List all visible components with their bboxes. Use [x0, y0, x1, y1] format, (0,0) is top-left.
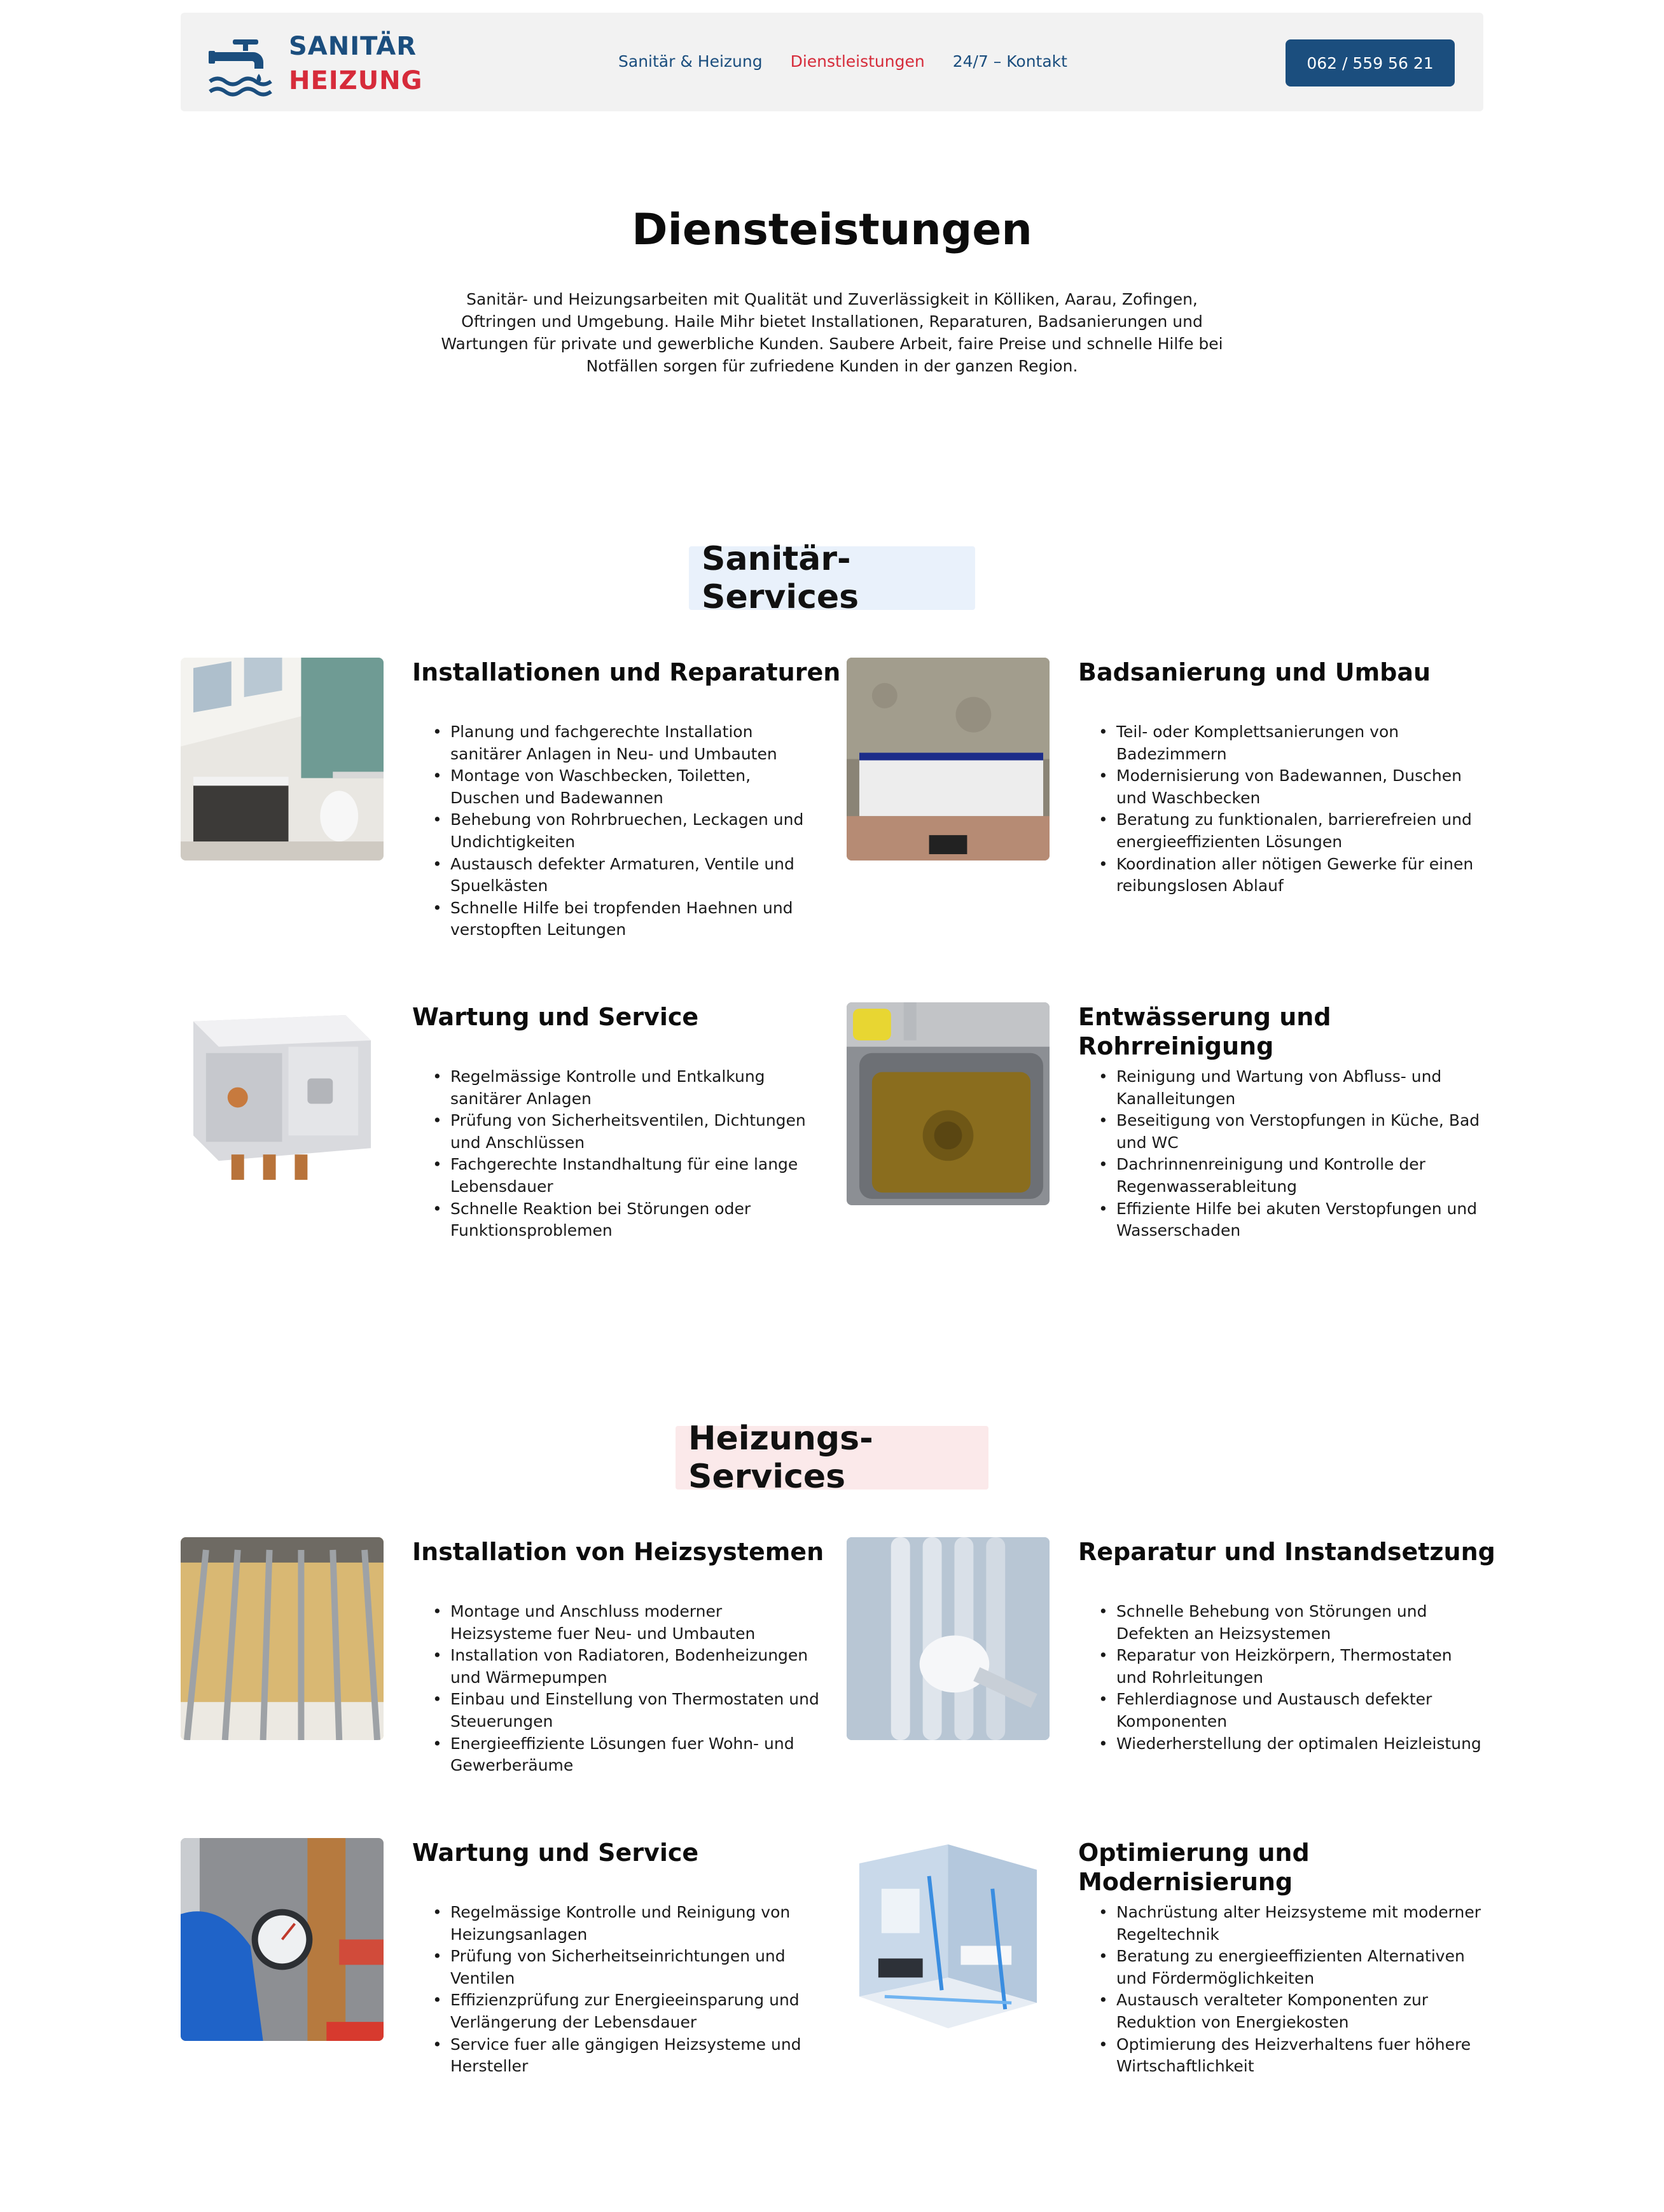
- nav-sanitaer-heizung[interactable]: Sanitär & Heizung: [618, 52, 763, 71]
- service-list: [412, 1066, 819, 1242]
- boiler-unit-photo: [181, 1002, 384, 1205]
- list-item: • Service fuer alle gängigen Heizsysteme und Hersteller: [412, 2034, 819, 2078]
- page-title: Diensteistungen: [632, 205, 1032, 255]
- logo[interactable]: [209, 31, 423, 100]
- list-item: • Reparatur von Heizkörpern, Thermostaten und Rohrleitungen: [1078, 1645, 1485, 1689]
- list-item: • Fehlerdiagnose und Austausch defekter Komponenten: [1078, 1689, 1485, 1732]
- service-title: Installation von Heizsystemen: [412, 1538, 824, 1566]
- list-item: • Fachgerechte Instandhaltung für eine lange Lebensdauer: [412, 1154, 819, 1198]
- list-item: • Austausch veralteter Komponenten zur Reduktion von Energiekosten: [1078, 1989, 1485, 2033]
- list-item: • Nachrüstung alter Heizsysteme mit moderner Regeltechnik: [1078, 1902, 1485, 1946]
- section-title-sanitaer: Sanitär-Services: [689, 546, 975, 610]
- service-title: Installationen und Reparaturen: [412, 658, 841, 686]
- list-item: • Dachrinnenreinigung und Kontrolle der Regenwasserableitung: [1078, 1154, 1485, 1198]
- service-card: [181, 658, 841, 939]
- service-list: [412, 721, 819, 941]
- list-item: • Prüfung von Sicherheitsventilen, Dichtungen und Anschlüssen: [412, 1110, 819, 1154]
- list-item: • Prüfung von Sicherheitseinrichtungen und Ventilen: [412, 1946, 819, 1989]
- service-card: [181, 1002, 829, 1269]
- intro-text: Sanitär- und Heizungsarbeiten mit Qualität und Zuverlässigkeit in Kölliken, Aarau, Zofingen, Oftringen und Umgebung. Haile Mihr bietet Installationen, Reparaturen, Badsanierungen und Wartungen für private und gewerbliche Kunden. Saubere Arbeit, faire Preise und schnelle Hilfe bei Notfällen sorgen für zufriedene Kunden in der ganzen Region.: [441, 290, 1223, 375]
- phone-button[interactable]: 062 / 559 56 21: [1286, 39, 1455, 86]
- list-item: • Schnelle Behebung von Störungen und Defekten an Heizsystemen: [1078, 1601, 1485, 1645]
- service-card: [181, 1537, 829, 1804]
- service-list: [1078, 1902, 1485, 2078]
- list-item: • Beratung zu energieeffizienten Alternativen und Fördermöglichkeiten: [1078, 1946, 1485, 1989]
- pressure-gauge-technician-photo: [181, 1838, 384, 2041]
- list-item: • Austausch defekter Armaturen, Ventile und Spuelkästen: [412, 854, 819, 897]
- list-item: • Installation von Radiatoren, Bodenheizungen und Wärmepumpen: [412, 1645, 819, 1689]
- list-item: • Wiederherstellung der optimalen Heizleistung: [1078, 1733, 1485, 1755]
- list-item: • Regelmässige Kontrolle und Entkalkung sanitärer Anlagen: [412, 1066, 819, 1110]
- list-item: • Energieeffiziente Lösungen fuer Wohn- und Gewerberäume: [412, 1733, 819, 1777]
- list-item: • Effiziente Hilfe bei akuten Verstopfungen und Wasserschaden: [1078, 1198, 1485, 1242]
- radiator-thermostat-photo: [847, 1537, 1050, 1740]
- service-title: Wartung und Service: [412, 1839, 699, 1867]
- service-title: Entwässerung und Rohrreinigung: [1078, 1003, 1331, 1060]
- service-card: [847, 658, 1495, 925]
- list-item: • Modernisierung von Badewannen, Duschen und Waschbecken: [1078, 765, 1485, 809]
- list-item: • Koordination aller nötigen Gewerke für einen reibungslosen Ablauf: [1078, 854, 1485, 897]
- clogged-sink-photo: [847, 1002, 1050, 1205]
- service-title: Optimierung und Modernisierung: [1078, 1839, 1310, 1896]
- list-item: • Schnelle Hilfe bei tropfenden Haehnen und verstopften Leitungen: [412, 897, 819, 941]
- service-card: [847, 1537, 1495, 1804]
- service-card: [181, 1838, 829, 2105]
- service-title: Wartung und Service: [412, 1003, 699, 1031]
- list-item: • Montage und Anschluss moderner Heizsysteme fuer Neu- und Umbauten: [412, 1601, 819, 1645]
- service-title: Badsanierung und Umbau: [1078, 658, 1431, 686]
- nav-kontakt[interactable]: 24/7 – Kontakt: [952, 52, 1067, 71]
- service-list: [1078, 1601, 1485, 1755]
- service-list: [1078, 1066, 1485, 1242]
- list-item: • Beratung zu funktionalen, barrierefreien und energieeffizienten Lösungen: [1078, 809, 1485, 853]
- list-item: • Behebung von Rohrbruechen, Leckagen und Undichtigkeiten: [412, 809, 819, 853]
- service-list: [1078, 721, 1485, 897]
- section-title-heizung: Heizungs-Services: [676, 1426, 988, 1490]
- main-nav: [618, 52, 1067, 71]
- bathtub-renovation-photo: [847, 658, 1050, 861]
- site-header: [181, 13, 1483, 111]
- list-item: • Einbau und Einstellung von Thermostaten und Steuerungen: [412, 1689, 819, 1732]
- heating-pipes-photo: [181, 1537, 384, 1740]
- logo-text-heizung: HEIZUNG: [289, 66, 423, 95]
- service-list: [412, 1902, 819, 2078]
- logo-text-sanitaer: SANITÄR: [289, 32, 417, 61]
- list-item: • Planung und fachgerechte Installation sanitärer Anlagen in Neu- und Umbauten: [412, 721, 819, 765]
- service-card: [847, 1002, 1495, 1269]
- list-item: • Reinigung und Wartung von Abfluss- und Kanalleitungen: [1078, 1066, 1485, 1110]
- bathroom-photo: [181, 658, 384, 861]
- nav-dienstleistungen[interactable]: Dienstleistungen: [790, 52, 925, 71]
- list-item: • Teil- oder Komplettsanierungen von Badezimmern: [1078, 721, 1485, 765]
- service-list: [412, 1601, 819, 1777]
- list-item: • Regelmässige Kontrolle und Reinigung von Heizungsanlagen: [412, 1902, 819, 1946]
- list-item: • Effizienzprüfung zur Energieeinsparung und Verlängerung der Lebensdauer: [412, 1989, 819, 2033]
- list-item: • Montage von Waschbecken, Toiletten, Duschen und Badewannen: [412, 765, 819, 809]
- list-item: • Beseitigung von Verstopfungen in Küche, Bad und WC: [1078, 1110, 1485, 1154]
- service-card: [847, 1838, 1495, 2105]
- list-item: • Optimierung des Heizverhaltens fuer höhere Wirtschaftlichkeit: [1078, 2034, 1485, 2078]
- faucet-logo-icon: [209, 36, 285, 99]
- service-title: Reparatur und Instandsetzung: [1078, 1538, 1495, 1566]
- list-item: • Schnelle Reaktion bei Störungen oder Funktionsproblemen: [412, 1198, 819, 1242]
- isometric-room-heating-illustration: [847, 1838, 1050, 2041]
